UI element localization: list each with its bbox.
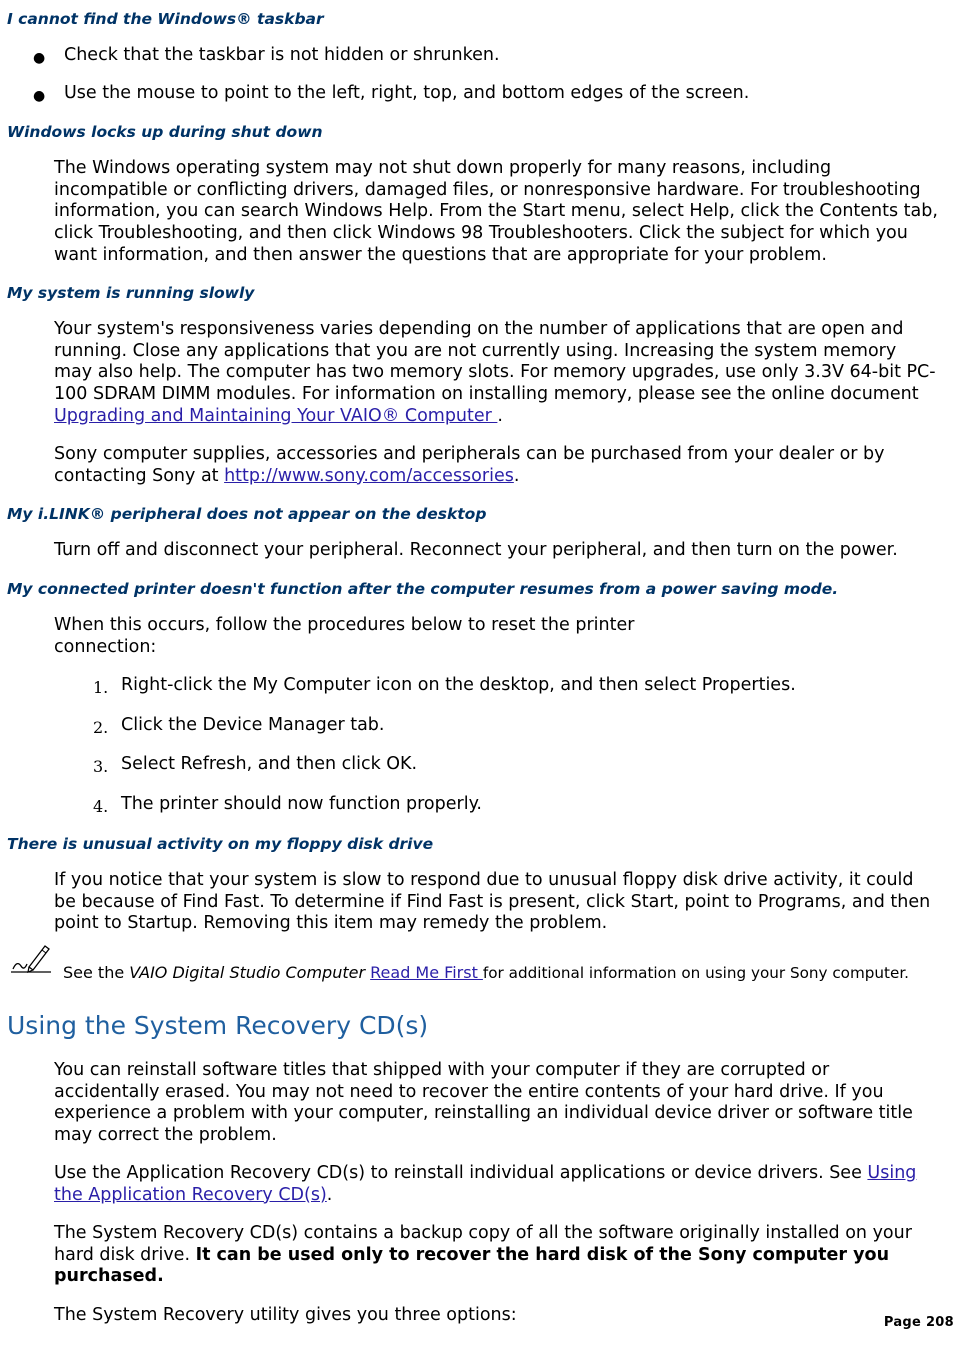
step-text: Click the Device Manager tab. xyxy=(121,715,385,735)
list-item: Use the mouse to point to the left, right, top, and bottom edges of the screen. xyxy=(64,83,750,103)
text: Your system's responsiveness varies depending on the number of applications that are open and running. Close any applications that you are not currently using. Increasing the system memory may also help. The computer has two memory slots. For memory upgrades, use only 3.3V 64-bit PC-100 SDRAM DIMM modules. For information on installing memory, please see the online document xyxy=(54,319,936,405)
paragraph-recovery-3 xyxy=(54,1223,939,1288)
text-italic: VAIO Digital Studio Computer xyxy=(129,963,366,982)
pencil-note-icon xyxy=(9,942,55,978)
paragraph-slow-accessories xyxy=(54,444,939,487)
list-item: Check that the taskbar is not hidden or shrunken. xyxy=(64,45,500,65)
step-number: 1. xyxy=(93,678,109,697)
paragraph-floppy: If you notice that your system is slow to respond due to unusual floppy disk drive activity, it could be because of Find Fast. To determine if Find Fast is present, click Start, point to Programs, and then point to Startup. Removing this item may remedy the problem. xyxy=(54,870,931,934)
heading-printer: My connected printer doesn't function after the computer resumes from a power saving mode. xyxy=(7,580,839,598)
link-upgrading-maintaining[interactable]: Upgrading and Maintaining Your VAIO® Computer xyxy=(54,405,498,426)
text: See the xyxy=(63,963,130,982)
text: Sony computer supplies, accessories and peripherals can be purchased from your dealer or by contacting Sony at xyxy=(54,444,885,486)
step-text: The printer should now function properly. xyxy=(121,794,482,814)
paragraph-slow-memory xyxy=(54,319,939,428)
page-number: Page 208 xyxy=(883,1315,954,1330)
paragraph-printer-intro xyxy=(54,615,939,658)
text: connection: xyxy=(54,636,157,657)
text: The System Recovery CD(s) contains a backup copy of all the software originally installed on your hard disk drive. xyxy=(54,1223,912,1265)
step-number: 4. xyxy=(93,797,109,816)
heading-taskbar: I cannot find the Windows® taskbar xyxy=(7,10,324,28)
text: Use the Application Recovery CD(s) to reinstall individual applications or device drivers. See xyxy=(54,1163,868,1183)
step-number: 2. xyxy=(93,718,109,737)
text: for additional information on using your Sony computer. xyxy=(482,964,909,982)
heading-slow: My system is running slowly xyxy=(7,284,255,302)
text-bold: It can be used only to recover the hard disk of the Sony computer you purchased. xyxy=(54,1244,890,1287)
text: . xyxy=(326,1184,333,1205)
step-number: 3. xyxy=(93,757,109,776)
heading-floppy: There is unusual activity on my floppy disk drive xyxy=(7,835,434,853)
step-text: Right-click the My Computer icon on the desktop, and then select Properties. xyxy=(121,675,796,695)
heading-ilink: My i.LINK® peripheral does not appear on the desktop xyxy=(7,505,487,523)
heading-system-recovery: Using the System Recovery CD(s) xyxy=(7,1011,429,1040)
link-read-me-first[interactable]: Read Me First xyxy=(370,963,483,982)
bullet-dot: ● xyxy=(33,88,46,104)
step-text: Select Refresh, and then click OK. xyxy=(121,754,418,774)
note-text xyxy=(63,963,909,982)
text: . xyxy=(497,405,503,426)
bullet-dot: ● xyxy=(33,50,46,66)
paragraph-ilink: Turn off and disconnect your peripheral. Reconnect your peripheral, and then turn on the power. xyxy=(54,540,898,560)
link-application-recovery[interactable]: Using the Application Recovery CD(s) xyxy=(54,1163,917,1205)
paragraph-recovery-1: You can reinstall software titles that shipped with your computer if they are corrupted or accidentally erased. You may not need to recover the entire contents of your hard drive. If you experience a problem with your computer, reinstalling an individual device driver or software title may correct the problem. xyxy=(54,1060,913,1146)
heading-shutdown: Windows locks up during shut down xyxy=(7,123,323,141)
paragraph-shutdown: The Windows operating system may not shut down properly for many reasons, including incompatible or conflicting drivers, damaged files, or nonresponsive hardware. For troubleshooting information, you can search Windows Help. From the Start menu, select Help, click the Contents tab, click Troubleshooting, and then click Windows 98 Troubleshooters. Click the subject for which you want information, and then answer the questions that are appropriate for your problem. xyxy=(54,158,938,265)
paragraph-recovery-2 xyxy=(54,1163,939,1206)
link-sony-accessories[interactable]: http://www.sony.com/accessories xyxy=(224,465,514,486)
text: . xyxy=(513,465,520,486)
paragraph-recovery-4: The System Recovery utility gives you three options: xyxy=(54,1305,517,1325)
text: When this occurs, follow the procedures below to reset the printer xyxy=(54,615,635,635)
